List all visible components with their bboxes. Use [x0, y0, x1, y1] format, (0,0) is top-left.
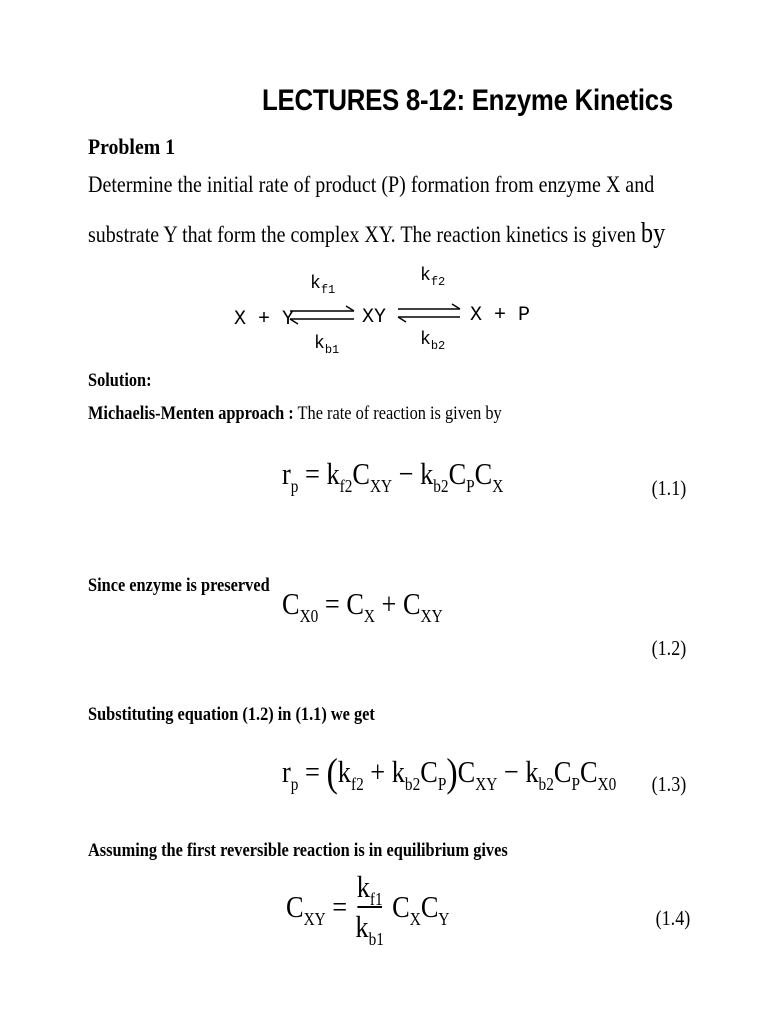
reaction-right: X + P — [470, 304, 531, 327]
intro-line-1: Determine the initial rate of product (P) formation from enzyme X and — [88, 172, 655, 197]
reaction-left: X + Y — [234, 308, 295, 331]
intro-by: by — [640, 218, 666, 249]
equation-1-1: $r_p = k_{f2}C_{XY} - k_{b2}C_PC_X$ — [282, 456, 504, 496]
substituting-label: Substituting equation (1.2) in (1.1) we get — [88, 704, 375, 725]
fraction-kf1-kb1: $\frac{k_{f1}}{k_{b1}}$ — [355, 869, 384, 949]
intro-line-2 — [88, 218, 665, 250]
reaction-middle: XY — [362, 306, 387, 329]
problem-heading: Problem 1 — [88, 134, 176, 159]
equation-number-1-2: (1.2) — [651, 636, 686, 660]
assuming-label: Assuming the first reversible reaction is in equilibrium gives — [88, 840, 508, 861]
reaction-scheme — [234, 258, 534, 366]
k-f1-label: $k_{f1}$ — [310, 274, 336, 297]
equilibrium-arrows-1 — [290, 306, 354, 324]
reaction-scheme-svg — [234, 258, 534, 366]
equation-1-3: $r_p = (k_{f2} + k_{b2}C_P)C_{XY} - k_{b2}C_PC_{X0}$ — [282, 750, 617, 795]
equation-number-1-1: (1.1) — [651, 476, 686, 500]
equation-1-4: $C_{XY}$ = $\frac{k_{f1}}{k_{b1}}$ $C_XC_Y$ — [286, 869, 450, 949]
intro-line-2-text: substrate Y that form the complex XY. The reaction kinetics is given — [88, 222, 636, 247]
k-f2-label: $k_{f2}$ — [420, 266, 446, 289]
k-b1-label: $k_{b1}$ — [314, 334, 340, 357]
equation-number-1-4: (1.4) — [655, 906, 690, 930]
approach-line — [88, 403, 502, 425]
page-title: LECTURES 8-12: Enzyme Kinetics — [262, 84, 673, 117]
approach-bold: Michaelis-Menten approach : — [88, 403, 294, 424]
approach-text: The rate of reaction is given by — [293, 403, 502, 424]
equation-1-2: $C_{X0} = C_X + C_{XY}$ — [282, 586, 443, 626]
equilibrium-arrows-2 — [398, 304, 460, 322]
k-b2-label: $k_{b2}$ — [420, 330, 446, 353]
preserved-label: Since enzyme is preserved — [88, 575, 270, 596]
equation-number-1-3: (1.3) — [651, 772, 686, 796]
solution-label: Solution: — [88, 370, 152, 391]
